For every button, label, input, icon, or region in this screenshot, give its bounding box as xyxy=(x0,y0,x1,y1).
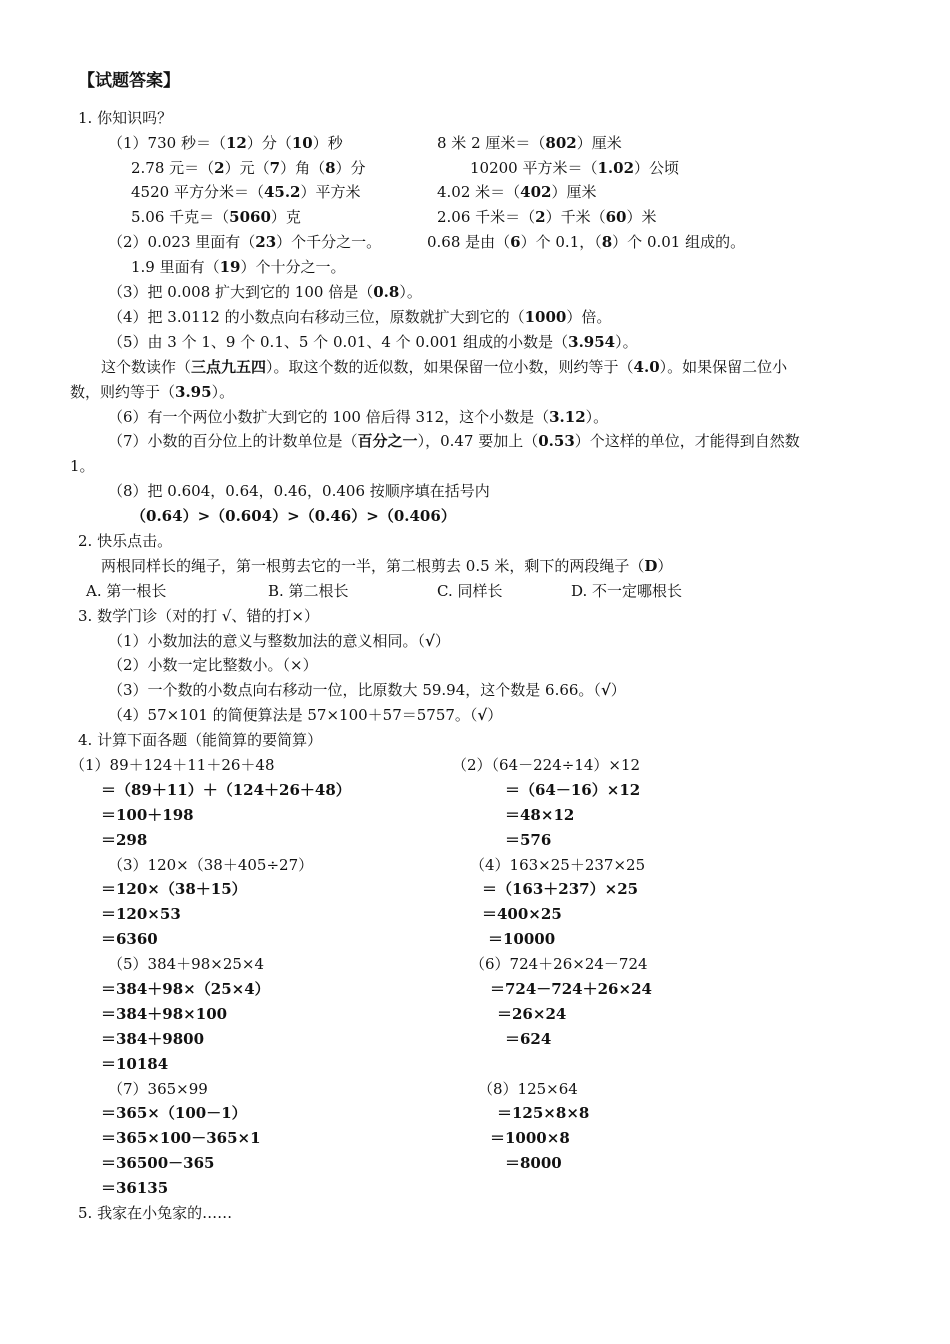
calc-2-step: ＝48×12 xyxy=(505,806,575,824)
calc-6-result: ＝624 xyxy=(505,1030,552,1048)
calc-7-step: ＝365×100－365×1 xyxy=(101,1129,261,1147)
q3-item-4: （4）57×101 的简便算法是 57×100＋57＝5757。（√） xyxy=(108,706,503,724)
q1-1b: 8 米 2 厘米＝（802）厘米 xyxy=(437,134,622,152)
calc-5-step: ＝384＋9800 xyxy=(101,1030,205,1048)
q1-6: （6）有一个两位小数扩大到它的 100 倍后得 312，这个小数是（3.12）。 xyxy=(108,408,609,426)
q1-5-line2: 这个数读作（三点九五四）。取这个数的近似数，如果保留一位小数，则约等于（4.0）。如果保留二位小 xyxy=(101,358,788,376)
calc-5-result: ＝10184 xyxy=(101,1055,169,1073)
calc-1-problem: （1）89＋124＋11＋26＋48 xyxy=(70,756,275,774)
q1-5: （5）由 3 个 1、9 个 0.1、5 个 0.01、4 个 0.001 组成的小数是（3.954）。 xyxy=(108,333,638,351)
calc-3-result: ＝6360 xyxy=(101,930,158,948)
q1-8: （8）把 0.604，0.64，0.46，0.406 按顺序填在括号内 xyxy=(108,482,490,500)
calc-5-problem: （5）384＋98×25×4 xyxy=(108,955,265,973)
calc-4-result: ＝10000 xyxy=(488,930,556,948)
q1-1f: 4.02 米＝（402）厘米 xyxy=(437,183,597,201)
q2-option-b: B. 第二根长 xyxy=(268,582,349,600)
calc-6-problem: （6）724＋26×24－724 xyxy=(470,955,648,973)
q1-5-line3: 数，则约等于（3.95）。 xyxy=(70,383,235,401)
q1-2c: 1.9 里面有（19）个十分之一。 xyxy=(131,258,346,276)
q2-option-a: A. 第一根长 xyxy=(86,582,167,600)
calc-7-step: ＝36500－365 xyxy=(101,1154,215,1172)
calc-8-result: ＝8000 xyxy=(505,1154,562,1172)
calc-1-step: ＝100＋198 xyxy=(101,806,194,824)
q2-stem: 两根同样长的绳子，第一根剪去它的一半，第二根剪去 0.5 米，剩下的两段绳子（D） xyxy=(101,557,673,575)
q3-heading: 3. 数学门诊（对的打 √、错的打×） xyxy=(78,607,319,625)
q1-7-line2: 1。 xyxy=(70,457,95,475)
calc-6-step: ＝26×24 xyxy=(497,1005,567,1023)
calc-1-result: ＝298 xyxy=(101,831,148,849)
calc-7-result: ＝36135 xyxy=(101,1179,169,1197)
calc-8-problem: （8）125×64 xyxy=(478,1080,578,1098)
q1-1g: 5.06 千克＝（5060）克 xyxy=(131,208,301,226)
q1-1a: （1）730 秒＝（12）分（10）秒 xyxy=(108,134,343,152)
calc-3-problem: （3）120×（38＋405÷27） xyxy=(108,856,314,874)
q1-1d: 10200 平方米＝（1.02）公顷 xyxy=(470,159,680,177)
calc-4-step: ＝（163＋237）×25 xyxy=(482,880,639,898)
q2-heading: 2. 快乐点击。 xyxy=(78,532,173,550)
q2-option-d: D. 不一定哪根长 xyxy=(571,582,683,600)
calc-4-step: ＝400×25 xyxy=(482,905,562,923)
q1-1c: 2.78 元＝（2）元（7）角（8）分 xyxy=(131,159,366,177)
page-title: 【试题答案】 xyxy=(78,71,180,91)
q1-4: （4）把 3.0112 的小数点向右移动三位，原数就扩大到它的（1000）倍。 xyxy=(108,308,612,326)
calc-5-step: ＝384＋98×（25×4） xyxy=(101,980,270,998)
calc-2-problem: （2）（64－224÷14）×12 xyxy=(452,756,641,774)
q2-option-c: C. 同样长 xyxy=(437,582,503,600)
q1-1h: 2.06 千米＝（2）千米（60）米 xyxy=(437,208,657,226)
q1-7: （7）小数的百分位上的计数单位是（百分之一），0.47 要加上（0.53）个这样的单位，才能得到自然数 xyxy=(108,432,800,450)
q3-item-1: （1）小数加法的意义与整数加法的意义相同。（√） xyxy=(108,632,450,650)
calc-8-step: ＝1000×8 xyxy=(490,1129,570,1147)
q1-heading: 1. 你知识吗？ xyxy=(78,109,173,127)
q1-3: （3）把 0.008 扩大到它的 100 倍是（0.8）。 xyxy=(108,283,422,301)
calc-3-step: ＝120×（38＋15） xyxy=(101,880,247,898)
q3-item-2: （2）小数一定比整数小。（×） xyxy=(108,656,318,674)
calc-7-step: ＝365×（100－1） xyxy=(101,1104,247,1122)
q4-heading: 4. 计算下面各题（能简算的要简算） xyxy=(78,731,323,749)
calc-2-result: ＝576 xyxy=(505,831,552,849)
calc-2-step: ＝（64－16）×12 xyxy=(505,781,641,799)
q1-1e: 4520 平方分米＝（45.2）平方米 xyxy=(131,183,361,201)
q1-2a: （2）0.023 里面有（23）个千分之一。 xyxy=(108,233,382,251)
calc-6-step: ＝724－724＋26×24 xyxy=(490,980,652,998)
calc-4-problem: （4）163×25＋237×25 xyxy=(470,856,646,874)
calc-7-problem: （7）365×99 xyxy=(108,1080,208,1098)
calc-1-step: ＝（89＋11）＋（124＋26＋48） xyxy=(101,781,351,799)
q5-heading: 5. 我家在小兔家的…… xyxy=(78,1204,233,1222)
q1-2b: 0.68 是由（6）个 0.1，（8）个 0.01 组成的。 xyxy=(427,233,746,251)
calc-3-step: ＝120×53 xyxy=(101,905,181,923)
calc-5-step: ＝384＋98×100 xyxy=(101,1005,228,1023)
calc-8-step: ＝125×8×8 xyxy=(497,1104,590,1122)
q1-8-answer: （0.64）>（0.604）>（0.46）>（0.406） xyxy=(131,507,456,525)
q3-item-3: （3）一个数的小数点向右移动一位，比原数大 59.94，这个数是 6.66。（√） xyxy=(108,681,626,699)
